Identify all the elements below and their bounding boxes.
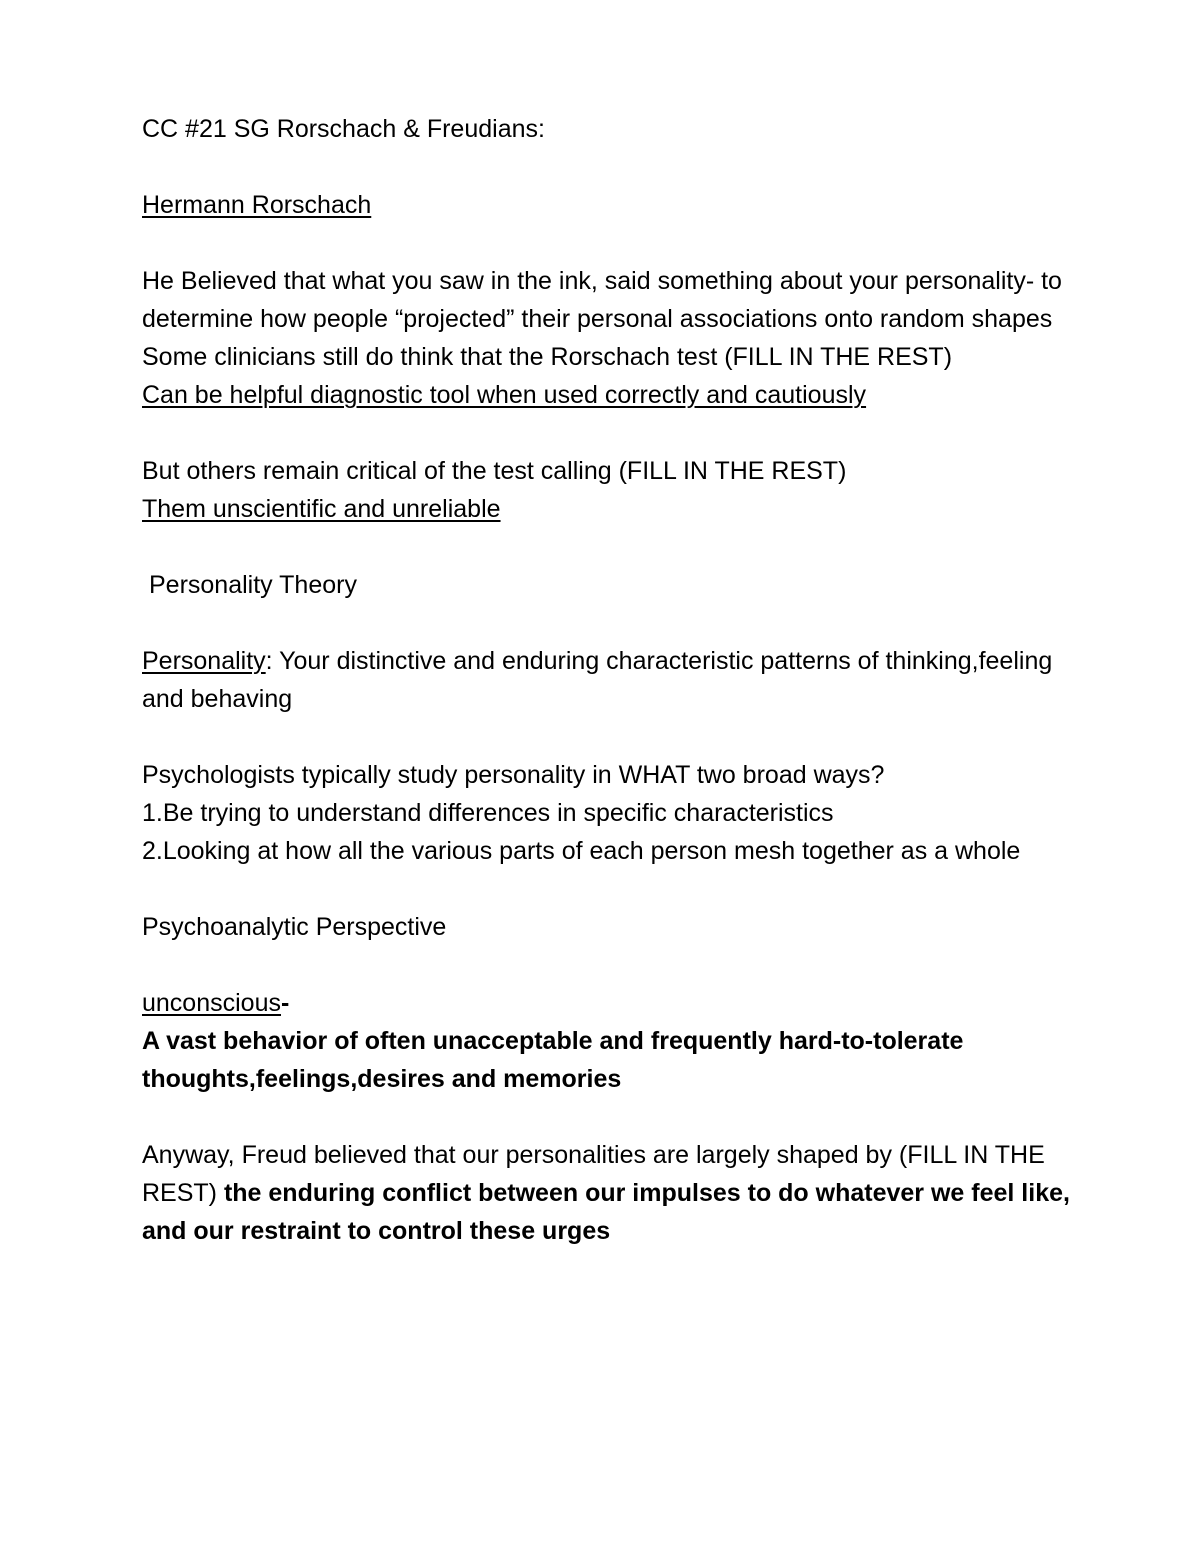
- spacer: [142, 414, 1072, 452]
- freud-answer: the enduring conflict between our impulses to do whatever we feel like, and our restraint to control these urges: [142, 1179, 1070, 1245]
- rorschach-heading: Hermann Rorschach: [142, 191, 372, 219]
- spacer: [142, 718, 1072, 756]
- spacer: [142, 148, 1072, 186]
- spacer: [142, 1098, 1072, 1136]
- rorschach-belief: He Believed that what you saw in the ink, said something about your personality- to determine how people “projected” their personal associations onto random shapes: [142, 267, 1062, 333]
- personality-definition-text: : Your distinctive and enduring characteristic patterns of thinking,feeling and behaving: [142, 647, 1053, 713]
- document-title: CC #21 SG Rorschach & Freudians:: [142, 115, 545, 143]
- personality-theory-heading: Personality Theory: [149, 571, 357, 599]
- critics-answer: Them unscientific and unreliable: [142, 495, 501, 523]
- freud-prompt: Anyway, Freud believed that our personalities are largely shaped by (FILL IN THE REST): [142, 1141, 1045, 1207]
- clinicians-answer: Can be helpful diagnostic tool when used correctly and cautiously: [142, 381, 867, 409]
- unconscious-definition: A vast behavior of often unacceptable and frequently hard-to-tolerate thoughts,feelings,desires and memories: [142, 1027, 964, 1093]
- personality-answer-2: 2.Looking at how all the various parts of each person mesh together as a whole: [142, 837, 1021, 865]
- spacer: [142, 946, 1072, 984]
- unconscious-term-suffix: -: [280, 989, 290, 1017]
- personality-definition: [142, 642, 1072, 718]
- clinicians-prompt: Some clinicians still do think that the Rorschach test (FILL IN THE REST): [142, 343, 953, 371]
- document-body: [142, 110, 1072, 1250]
- personality-question: Psychologists typically study personality in WHAT two broad ways?: [142, 761, 885, 789]
- psychoanalytic-heading: Psychoanalytic Perspective: [142, 913, 447, 941]
- unconscious-term-line: [142, 984, 1072, 1022]
- freud-statement: [142, 1136, 1072, 1250]
- unconscious-term: unconscious: [142, 989, 281, 1017]
- critics-prompt: But others remain critical of the test calling (FILL IN THE REST): [142, 457, 847, 485]
- spacer: [142, 224, 1072, 262]
- personality-answer-1: 1.Be trying to understand differences in specific characteristics: [142, 799, 834, 827]
- spacer: [142, 604, 1072, 642]
- spacer: [142, 870, 1072, 908]
- spacer: [142, 528, 1072, 566]
- personality-term: Personality: [142, 647, 266, 675]
